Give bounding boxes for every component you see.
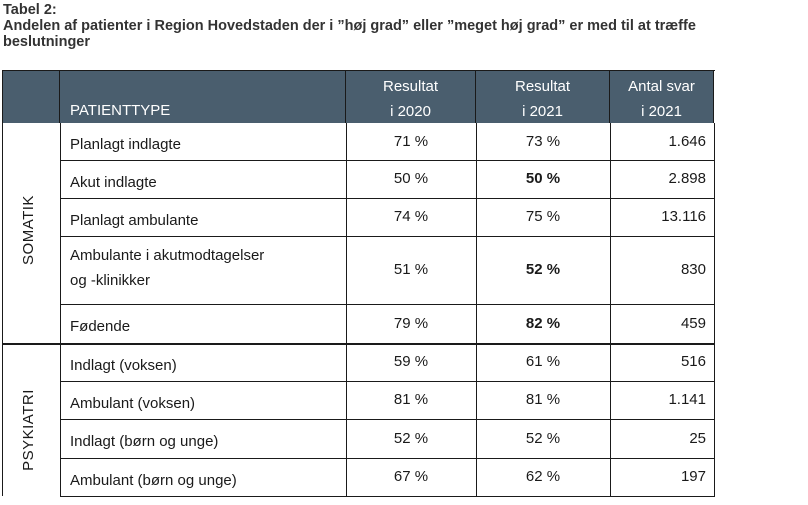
result-2021-cell: 61 % xyxy=(525,353,561,370)
group-label-psykiatri: PSYKIATRI xyxy=(20,389,37,471)
result-2021-cell: 52 % xyxy=(525,430,561,447)
patient-type-label: Fødende xyxy=(70,318,131,335)
patient-type-label: Planlagt ambulante xyxy=(70,211,199,229)
column-divider xyxy=(610,123,611,496)
patient-type-cell xyxy=(60,123,346,160)
table-top-border xyxy=(2,70,715,71)
answers-count-cell: 197 xyxy=(680,468,706,485)
answers-count-cell: 516 xyxy=(680,353,706,370)
answers-count-cell: 2.898 xyxy=(668,170,706,187)
header-group-cell xyxy=(2,70,60,123)
patient-type-cell xyxy=(60,458,346,496)
header-result-2021 xyxy=(476,70,610,123)
answers-count-cell: 1.646 xyxy=(668,133,706,150)
column-divider xyxy=(476,123,477,496)
result-2020-cell: 81 % xyxy=(393,391,429,408)
header-result-2020-line1: Resultat xyxy=(382,78,439,95)
column-divider xyxy=(60,123,61,496)
patient-type-cell xyxy=(60,236,346,304)
caption-title-line1: Andelen af patienter i Region Hovedstaden der i ”høj grad” eller ”meget høj grad” er med til at træffe xyxy=(3,18,696,34)
patient-type-cell xyxy=(60,304,346,343)
result-2020-cell: 74 % xyxy=(393,208,429,225)
header-answers-line1: Antal svar xyxy=(628,78,695,95)
group-label-somatik: SOMATIK xyxy=(20,195,37,265)
result-2020-cell: 50 % xyxy=(393,170,429,187)
answers-count-cell: 1.141 xyxy=(668,391,706,408)
result-2020-cell: 67 % xyxy=(393,468,429,485)
table-caption xyxy=(3,2,696,50)
header-result-2021-line1: Resultat xyxy=(514,78,571,95)
column-divider xyxy=(714,123,715,496)
result-2021-cell: 62 % xyxy=(525,468,561,485)
result-2020-cell: 59 % xyxy=(393,353,429,370)
result-2020-cell: 71 % xyxy=(393,133,429,150)
caption-label: Tabel 2: xyxy=(3,2,57,18)
patient-type-label: Indlagt (børn og unge) xyxy=(70,433,219,450)
patient-type-label: Planlagt indlagte xyxy=(70,136,181,153)
column-divider xyxy=(346,123,347,496)
patient-type-label-line2: og -klinikker xyxy=(70,272,151,289)
caption-title-line2: beslutninger xyxy=(3,34,91,50)
patient-type-label: Ambulant (voksen) xyxy=(70,394,196,412)
header-patienttype: PATIENTTYPE xyxy=(60,70,346,123)
header-answers-line2: i 2021 xyxy=(641,103,682,120)
result-2021-cell: 81 % xyxy=(525,391,561,408)
result-2020-cell: 79 % xyxy=(393,315,429,332)
patient-type-cell xyxy=(60,419,346,458)
patient-type-cell xyxy=(60,160,346,198)
header-result-2020 xyxy=(346,70,476,123)
patient-type-label: Ambulante i akutmodtagelser xyxy=(70,247,265,264)
answers-count-cell: 459 xyxy=(680,315,706,332)
answers-count-cell: 25 xyxy=(689,430,706,447)
patient-type-cell xyxy=(60,198,346,236)
result-2020-cell: 51 % xyxy=(393,261,429,278)
patient-type-cell xyxy=(60,381,346,419)
patient-type-label: Indlagt (voksen) xyxy=(70,356,177,374)
result-2021-cell: 82 % xyxy=(525,315,561,332)
result-2020-cell: 52 % xyxy=(393,430,429,447)
row-divider xyxy=(60,496,715,497)
result-2021-cell: 50 % xyxy=(525,170,561,187)
header-answers-2021 xyxy=(610,70,714,123)
result-2021-cell: 52 % xyxy=(525,261,561,278)
patient-type-label: Ambulant (børn og unge) xyxy=(70,471,237,489)
header-result-2021-line2: i 2021 xyxy=(522,103,563,120)
patient-type-label: Akut indlagte xyxy=(70,173,157,191)
patient-type-cell xyxy=(60,343,346,381)
header-result-2020-line2: i 2020 xyxy=(390,103,431,120)
result-2021-cell: 75 % xyxy=(525,208,561,225)
table-left-border xyxy=(2,70,3,123)
answers-count-cell: 13.116 xyxy=(661,208,706,225)
column-divider xyxy=(2,123,3,496)
answers-count-cell: 830 xyxy=(680,261,706,278)
result-2021-cell: 73 % xyxy=(525,133,561,150)
